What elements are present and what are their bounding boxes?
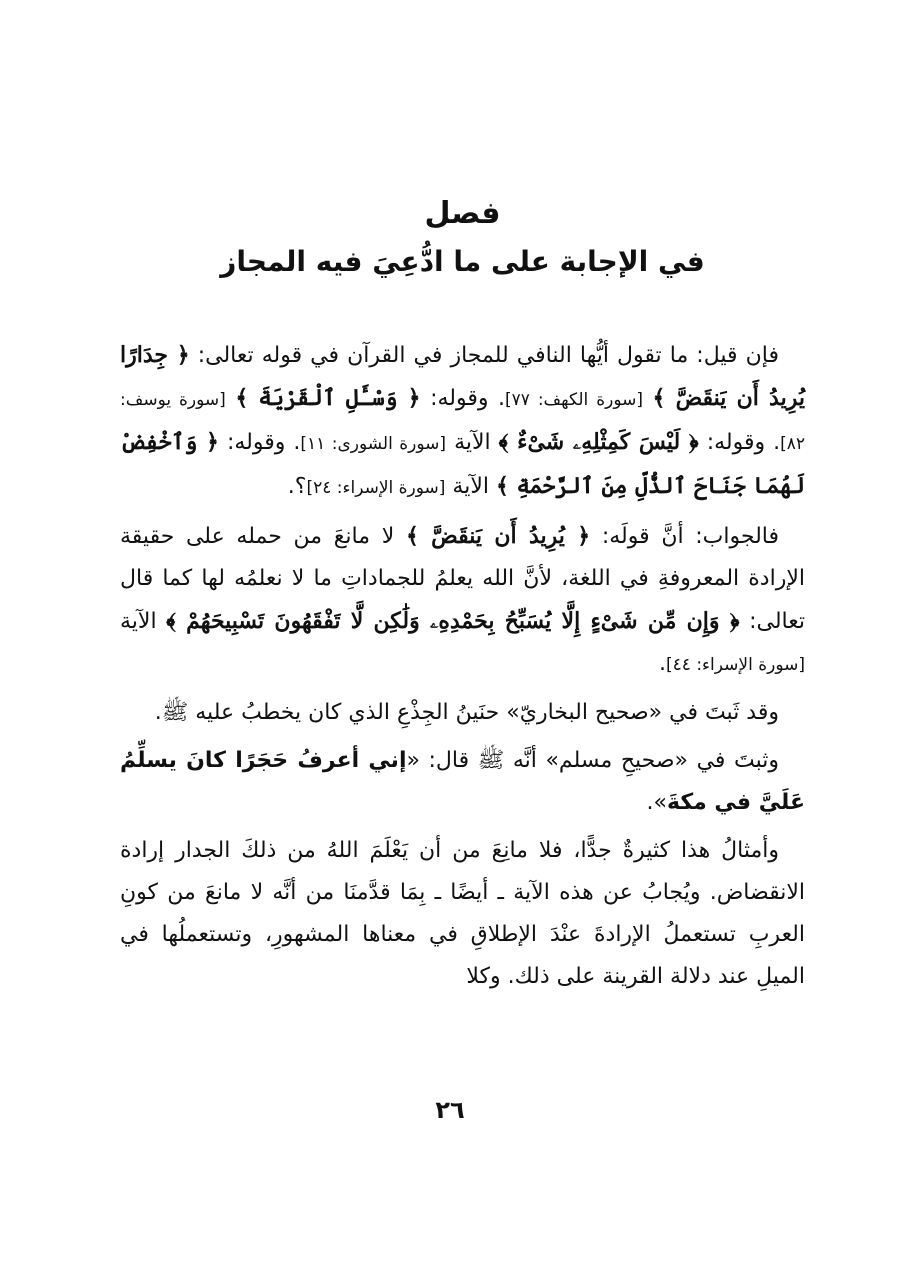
verse-reference-2: [سورة يوسف: ٨٢]	[120, 390, 806, 454]
paragraph-answer	[120, 515, 805, 686]
verse-reference-3: [سورة الشورى: ١١]	[300, 434, 447, 454]
connector-text-1: . وقوله:	[430, 386, 505, 411]
paragraph-bukhari: وقد ثَبتَ في «صحيح البخاريّ» حنَينُ الجِذْعِ الذي كان يخطبُ عليه ﷺ.	[154, 700, 779, 725]
verse-reference-5: [سورة الإسراء: ٤٤]	[666, 655, 805, 675]
paragraph-muslim	[120, 740, 805, 824]
question-end: ؟.	[287, 474, 307, 499]
muslim-intro: وثبتَ في «صحيحِ مسلم» أنَّه ﷺ قال: «	[406, 748, 780, 773]
connector-text-3: . وقوله:	[226, 430, 301, 455]
paragraph-conclusion: وأمثالُ هذا كثيرةٌ جدًّا، فلا مانِعَ من أن يَعْلَمَ اللهُ من ذلكَ الجدار إرادة الانقضاض. ويُجابُ عن هذه الآية ـ أيضًا ـ بِمَا قدَّمنَا من أنَّه لا مانعَ من كونِ العربِ تستعملُ الإرادةَ عنْدَ الإطلاقِ في معناها المشهورِ، وتستعملُها في الميلِ عند دلالة القرينة على ذلك. وكلا	[120, 838, 805, 989]
muslim-end: ».	[646, 790, 667, 815]
answer-end: .	[659, 651, 667, 676]
section-subheading: في الإجابة على ما ادُّعِيَ فيه المجاز	[220, 245, 705, 278]
question-intro: فإن قيل: ما تقول أيُّها النافي للمجاز في القرآن في قوله تعالى:	[197, 343, 779, 368]
quran-verse-1: ﴿ جِدَارًا يُرِيدُ أَن يَنقَضَّ ﴾	[120, 342, 805, 411]
quran-verse-6: ﴿ وَإِن مِّن شَىْءٍ إِلَّا يُسَبِّحُ بِحَمْدِهِۦ وَلَٰكِن لَّا تَفْقَهُونَ تَسْبِيحَهُمْ ﴾	[166, 608, 740, 634]
connector-text-2: . وقوله:	[706, 430, 781, 455]
section-heading: فصل	[424, 196, 501, 231]
ayah-word-1: الآية	[454, 430, 491, 455]
paragraph-question	[120, 334, 805, 509]
verse-reference-4: [سورة الإسراء: ٢٤]	[306, 478, 446, 498]
hadith-quote: إني أعرفُ حَجَرًا كانَ يسلِّمُ عَلَيَّ في مكةَ	[120, 748, 805, 815]
ayah-word-3: الآية	[120, 609, 157, 634]
ayah-word-2: الآية	[452, 474, 489, 499]
quran-verse-5: ﴿ يُرِيدُ أَن يَنقَضَّ ﴾	[405, 523, 591, 549]
quran-verse-3: ﴿ لَيْسَ كَمِثْلِهِۦ شَىْءٌ ﴾	[498, 429, 699, 455]
answer-intro: فالجواب: أنَّ قولَه:	[601, 524, 779, 549]
quran-verse-2: ﴿ وَسْـَٔلِ ٱلْقَرْيَةَ ﴾	[235, 385, 421, 411]
verse-reference-1: [سورة الكهف: ٧٧]	[505, 390, 643, 410]
page-number: ٢٦	[435, 1096, 465, 1124]
quran-verse-4: ﴿ وَٱخْفِضْ لَهُمَا جَنَاحَ ٱلذُّلِّ مِنَ ٱلرَّحْمَةِ ﴾	[120, 429, 805, 499]
page-body	[120, 190, 805, 1004]
answer-body: لا مانعَ من حمله على حقيقة الإرادة المعروفةِ في اللغة، لأنَّ الله يعلمُ للجماداتِ ما لا نعلمُه لها كما قال تعالى:	[120, 524, 805, 634]
